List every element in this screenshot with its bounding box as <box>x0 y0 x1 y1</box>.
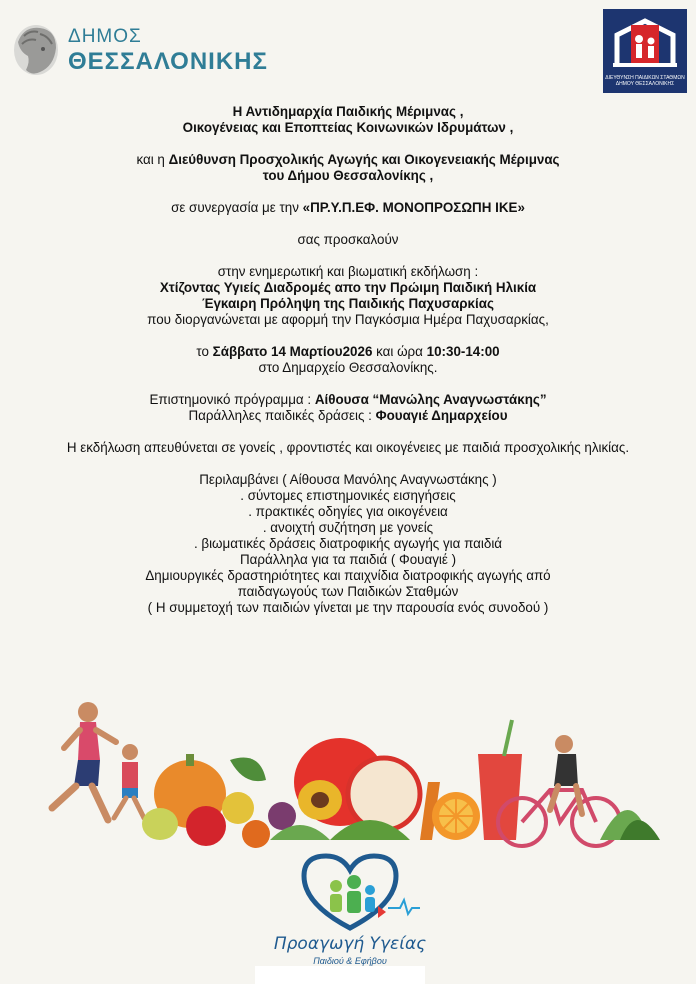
parallel-line2: παιδαγωγούς των Παιδικών Σταθμών <box>237 584 459 599</box>
parallel-line1: Δημιουργικές δραστηριότητες και παιχνίδια διατροφικής αγωγής από <box>145 568 551 583</box>
footer-strip <box>255 966 425 984</box>
building-family-icon <box>603 13 687 75</box>
org1-line2: Οικογένειας και Εποπτείας Κοινωνικών Ιδρυμάτων , <box>182 120 514 135</box>
event-intro: στην ενημερωτική και βιωματική εκδήλωση : <box>217 264 479 279</box>
org1-line1: Η Αντιδημαρχία Παιδικής Μέριμνας , <box>232 104 464 119</box>
event-title-2: Έγκαιρη Πρόληψη της Παιδικής Παχυσαρκίας <box>202 296 494 311</box>
parallel-note: ( Η συμμετοχή των παιδιών γίνεται με την παρουσία ενός συνοδού ) <box>147 600 549 615</box>
apple-icon <box>186 806 226 846</box>
audience-line: Η εκδήλωση απευθύνεται σε γονείς , φροντιστές και οικογένειες με παιδιά προσχολικής ηλικίας. <box>66 440 630 455</box>
org2-line1: και η Διεύθυνση Προσχολικής Αγωγής και Οικογενειακής Μέριμνας <box>136 152 560 167</box>
program-line: Επιστημονικό πρόγραμμα : Αίθουσα “Μανώλης Αναγνωστάκης” <box>149 392 547 407</box>
daycare-logo-caption: ΔΙΕΥΘΥΝΣΗ ΠΑΙΔΙΚΩΝ ΣΤΑΘΜΩΝ ΔΗΜΟΥ ΘΕΣΣΑΛΟΝΙΚΗΣ <box>605 75 685 87</box>
logo-line2: ΘΕΣΣΑΛΟΝΙΚΗΣ <box>68 48 268 75</box>
logo-line1: ΔΗΜΟΣ <box>68 26 142 47</box>
includes-item: . ανοιχτή συζήτηση με γονείς <box>262 520 434 535</box>
includes-title: Περιλαμβάνει ( Αίθουσα Μανόλης Αναγνωστάκης ) <box>199 472 497 487</box>
melon-icon <box>142 808 178 840</box>
municipality-logo <box>10 22 280 82</box>
org2-line2: του Δήμου Θεσσαλονίκης , <box>262 168 434 183</box>
health-promotion-logo <box>270 848 430 978</box>
healthy-lifestyle-illustration <box>30 690 670 860</box>
daycare-logo <box>603 9 687 93</box>
kids-line: Παράλληλες παιδικές δράσεις : Φουαγιέ Δημαρχείου <box>188 408 508 423</box>
date-line: το Σάββατο 14 Μαρτίου2026 και ώρα 10:30-14:00 <box>196 344 500 359</box>
brand-title: Προαγωγή Υγείας <box>273 934 427 954</box>
venue-line: στο Δημαρχείο Θεσσαλονίκης. <box>258 360 438 375</box>
event-title-1: Χτίζοντας Υγιείς Διαδρομές απο την Πρώιμη Παιδική Ηλικία <box>159 280 537 295</box>
includes-item: . πρακτικές οδηγίες για οικογένεια <box>248 504 448 519</box>
event-occasion: που διοργανώνεται με αφορμή την Παγκόσμια Ημέρα Παχυσαρκίας, <box>147 312 549 327</box>
runner-adult-icon <box>52 702 116 820</box>
brand-subtitle: Παιδιού & Εφήβου <box>313 956 387 966</box>
header <box>0 0 696 110</box>
alexander-head-icon <box>10 22 62 78</box>
includes-item: . σύντομες επιστημονικές εισηγήσεις <box>240 488 456 503</box>
includes-item: . βιωματικές δράσεις διατροφικής αγωγής για παιδιά <box>193 536 503 551</box>
invite-line: σας προσκαλούν <box>297 232 399 247</box>
invitation-text <box>0 104 696 616</box>
partner-line: σε συνεργασία με την «ΠΡ.Υ.Π.ΕΦ. ΜΟΝΟΠΡΟΣΩΠΗ ΙΚΕ» <box>171 200 525 215</box>
leaves-icon <box>230 758 266 782</box>
pear-icon <box>222 792 254 824</box>
runner-child-icon <box>114 744 144 818</box>
heart-family-icon <box>270 848 430 934</box>
parallel-title: Παράλληλα για τα παιδιά ( Φουαγιέ ) <box>239 552 457 567</box>
